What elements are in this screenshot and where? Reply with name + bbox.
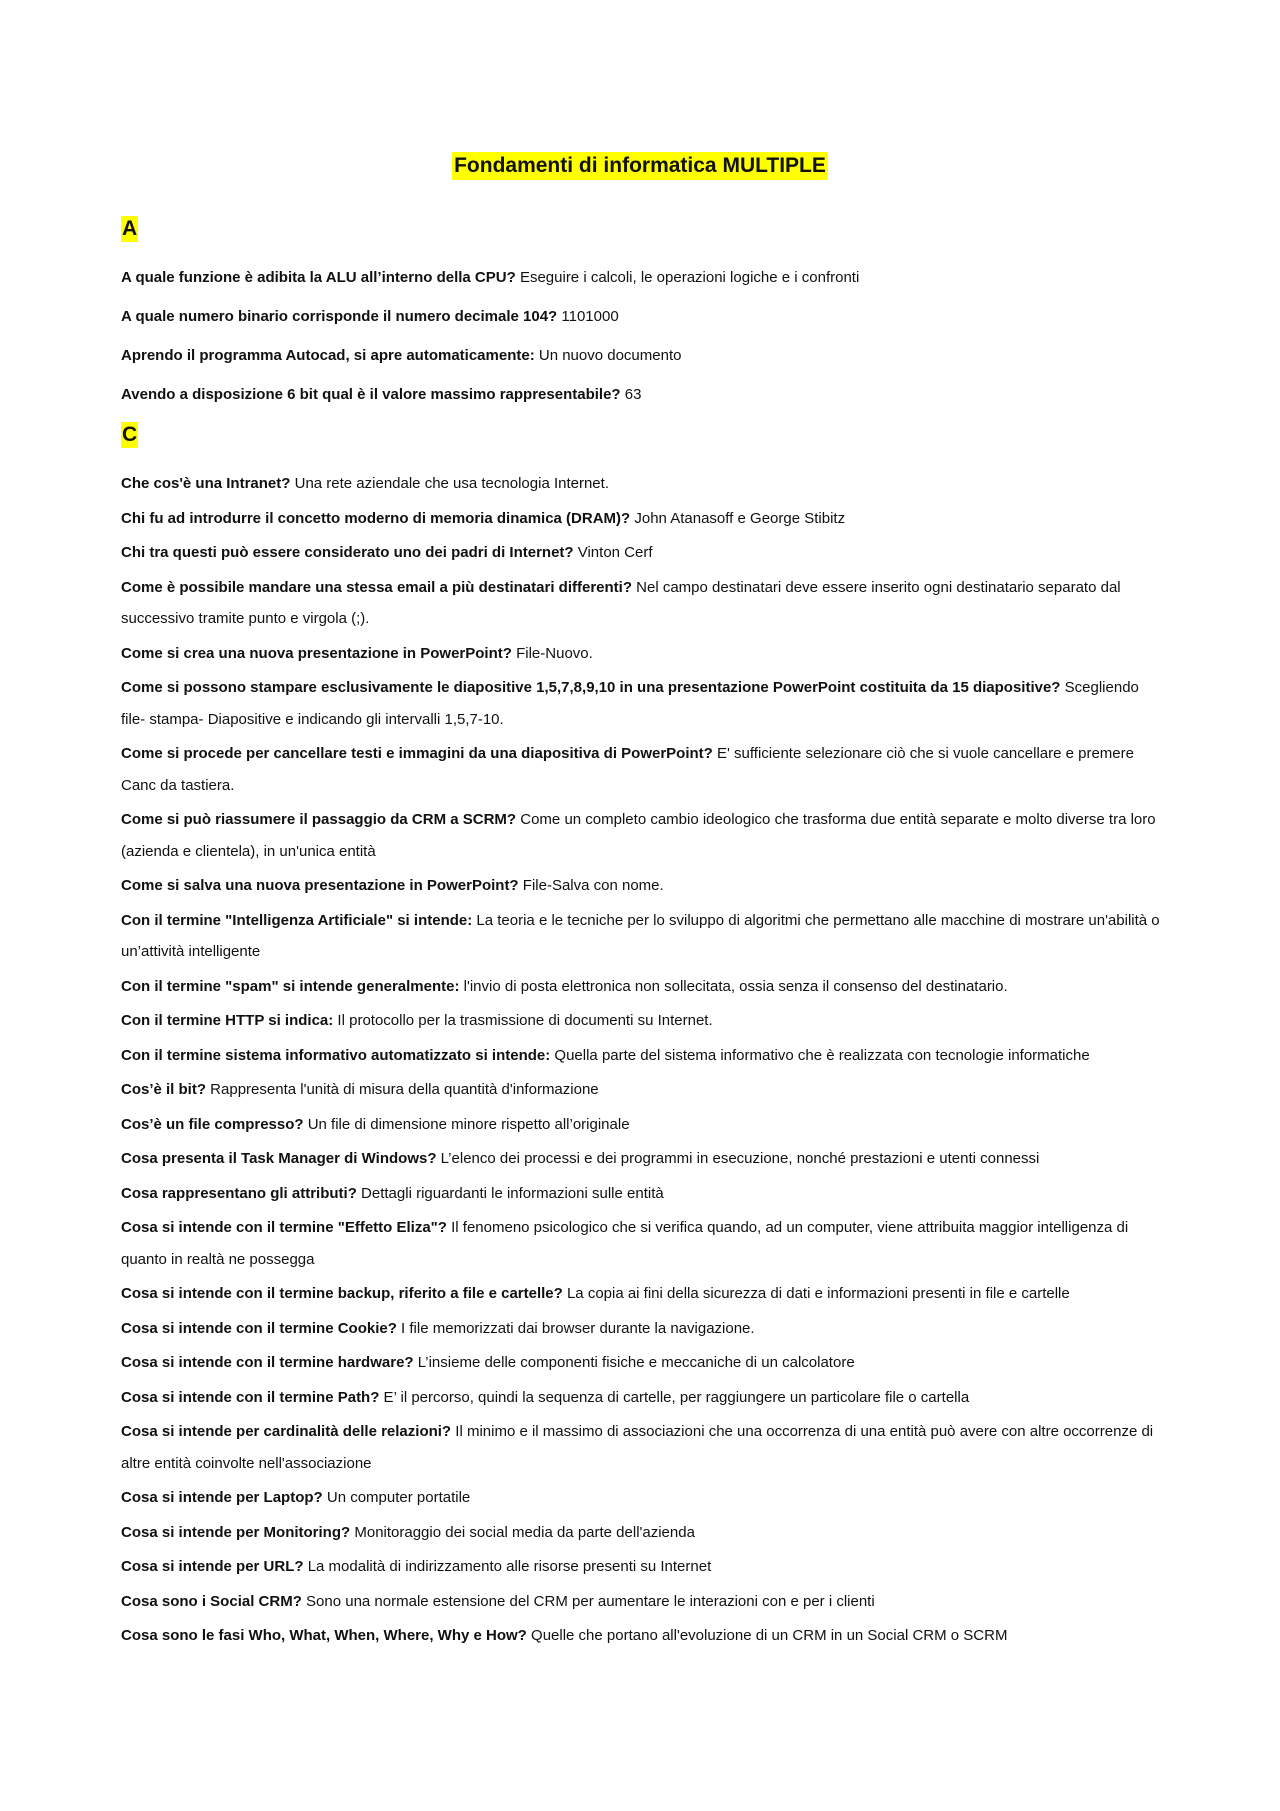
qa-item [121,1620,1161,1652]
answer: Un computer portatile [322,1489,471,1506]
qa-item [121,971,1161,1003]
question: Cosa si intende per Monitoring? [121,1523,351,1541]
answer: Il minimo e il massimo di associazioni che una occorrenza di una entità può avere con altre occorrenze di altre entità coinvolte nell'associazione [121,1423,1154,1472]
section-letter-wrap [121,216,1161,262]
question: Avendo a disposizione 6 bit qual è il valore massimo rappresentabile? [121,386,621,403]
qa-item [121,638,1161,670]
answer: Una rete aziendale che usa tecnologia Internet. [290,475,609,492]
qa-item [121,1347,1161,1379]
question: Cosa si intende con il termine hardware? [121,1354,414,1371]
qa-item [121,1482,1161,1514]
answer: L’insieme delle componenti fisiche e meccaniche di un calcolatore [413,1354,855,1371]
qa-item [121,1517,1161,1549]
question: Cosa si intende per URL? [121,1558,304,1575]
answer: John Atanasoff e George Stibitz [630,509,846,527]
question: Cosa sono i Social CRM? [121,1592,302,1610]
question: Cosa si intende con il termine backup, riferito a file e cartelle? [121,1285,563,1302]
section-a [121,216,1161,410]
answer: Dettagli riguardanti le informazioni sulle entità [356,1184,664,1202]
answer: Sono una normale estensione del CRM per aumentare le interazioni con e per i clienti [301,1592,875,1610]
question: Cos’è un file compresso? [121,1115,304,1133]
question: Cosa si intende con il termine "Effetto Eliza"? [121,1219,447,1236]
document-content [121,216,1161,1655]
question: Cosa sono le fasi Who, What, When, Where, Why e How? [121,1627,527,1644]
answer: E' sufficiente selezionare ciò che si vuole cancellare e premere Canc da tastiera. [121,745,1134,794]
qa-item [121,1178,1161,1210]
answer: Scegliendo file- stampa- Diapositive e indicando gli intervalli 1,5,7-10. [121,679,1139,728]
qa-item [121,1313,1161,1345]
question: Cosa rappresentano gli attributi? [121,1184,357,1202]
qa-item [121,1416,1161,1479]
qa-item [121,572,1161,635]
section-letter: A [122,217,138,240]
page-title: Fondamenti di informatica MULTIPLE [452,152,828,180]
title-container [0,152,1280,180]
qa-item [121,262,1161,293]
qa-item [121,1040,1161,1072]
answer: I file memorizzati dai browser durante la navigazione. [396,1319,755,1337]
qa-item [121,379,1161,410]
question: Come si crea una nuova presentazione in PowerPoint? [121,644,512,662]
answer: Quella parte del sistema informativo che è realizzata con tecnologie informatiche [550,1046,1090,1064]
qa-item [121,340,1161,371]
qa-item [121,1278,1161,1310]
question: Con il termine sistema informativo automatizzato si intende: [121,1046,551,1064]
question: A quale numero binario corrisponde il numero decimale 104? [121,308,558,325]
section-letter: C [122,423,138,446]
question: Chi fu ad introdurre il concetto moderno di memoria dinamica (DRAM)? [121,509,631,527]
answer: 1101000 [557,308,619,325]
answer: La copia ai fini della sicurezza di dati e informazioni presenti in file e cartelle [562,1285,1070,1302]
answer: Un file di dimensione minore rispetto all’originale [303,1115,630,1133]
answer: Il fenomeno psicologico che si verifica quando, ad un computer, viene attribuita maggior intelligenza di quanto in realtà ne possegga [121,1219,1129,1268]
question: Con il termine HTTP si indica: [121,1012,334,1029]
question: Come si può riassumere il passaggio da CRM a SCRM? [121,811,517,828]
qa-item [121,1212,1161,1275]
answer: File-Nuovo. [511,644,593,662]
question: Come è possibile mandare una stessa email a più destinatari differenti? [121,578,632,596]
answer: Vinton Cerf [573,544,653,561]
answer: E’ il percorso, quindi la sequenza di cartelle, per raggiungere un particolare file o cartella [379,1388,970,1406]
qa-item [121,905,1161,968]
qa-item [121,1143,1161,1175]
question: Chi tra questi può essere considerato uno dei padri di Internet? [121,544,574,561]
section-letter-wrap [121,418,1161,468]
question: Aprendo il programma Autocad, si apre automaticamente: [121,347,535,364]
answer: 63 [620,386,642,403]
qa-item [121,1109,1161,1141]
question: Cosa presenta il Task Manager di Windows? [121,1150,437,1167]
answer: Rappresenta l'unità di misura della quantità d'informazione [206,1081,599,1098]
qa-item [121,1074,1161,1106]
question: Come si procede per cancellare testi e immagini da una diapositiva di PowerPoint? [121,745,713,762]
answer: Un nuovo documento [534,347,682,364]
question: Con il termine "Intelligenza Artificiale" si intende: [121,911,473,929]
qa-item [121,738,1161,801]
qa-item [121,870,1161,902]
question: Come si possono stampare esclusivamente le diapositive 1,5,7,8,9,10 in una presentazione PowerPoint costituita da 15 diapositive? [121,679,1061,696]
qa-item [121,1586,1161,1618]
qa-item [121,1005,1161,1037]
question: Cosa si intende per Laptop? [121,1489,323,1506]
qa-item [121,672,1161,735]
section-c [121,418,1161,1652]
answer: Monitoraggio dei social media da parte dell'azienda [350,1523,695,1541]
question: Cosa si intende per cardinalità delle relazioni? [121,1423,452,1440]
question: A quale funzione è adibita la ALU all’interno della CPU? [121,269,516,286]
question: Come si salva una nuova presentazione in PowerPoint? [121,877,519,894]
answer: File-Salva con nome. [518,877,664,894]
qa-item [121,1382,1161,1414]
answer: L’elenco dei processi e dei programmi in esecuzione, nonché prestazioni e utenti connessi [436,1150,1040,1167]
answer: La modalità di indirizzamento alle risorse presenti su Internet [303,1558,712,1575]
qa-item [121,1551,1161,1583]
answer: Nel campo destinatari deve essere inserito ogni destinatario separato dal successivo tramite punto e virgola (;). [121,578,1121,627]
qa-item [121,804,1161,867]
question: Cosa si intende con il termine Path? [121,1388,380,1406]
answer: Quelle che portano all'evoluzione di un CRM in un Social CRM o SCRM [526,1627,1008,1644]
answer: Come un completo cambio ideologico che trasforma due entità separate e molto diverse tra loro (azienda e clientela), in un'unica entità [121,811,1156,860]
qa-item [121,503,1161,535]
qa-item [121,468,1161,500]
qa-item [121,537,1161,569]
question: Che cos'è una Intranet? [121,475,291,492]
answer: La teoria e le tecniche per lo sviluppo di algoritmi che permettano alle macchine di mostrare un'abilità o un’attività intelligente [121,911,1160,960]
answer: l'invio di posta elettronica non sollecitata, ossia senza il consenso del destinatario. [459,977,1008,995]
question: Con il termine "spam" si intende generalmente: [121,977,460,995]
answer: Il protocollo per la trasmissione di documenti su Internet. [333,1012,713,1029]
question: Cos’è il bit? [121,1081,207,1098]
qa-item [121,301,1161,332]
answer: Eseguire i calcoli, le operazioni logiche e i confronti [515,269,860,286]
question: Cosa si intende con il termine Cookie? [121,1319,397,1337]
